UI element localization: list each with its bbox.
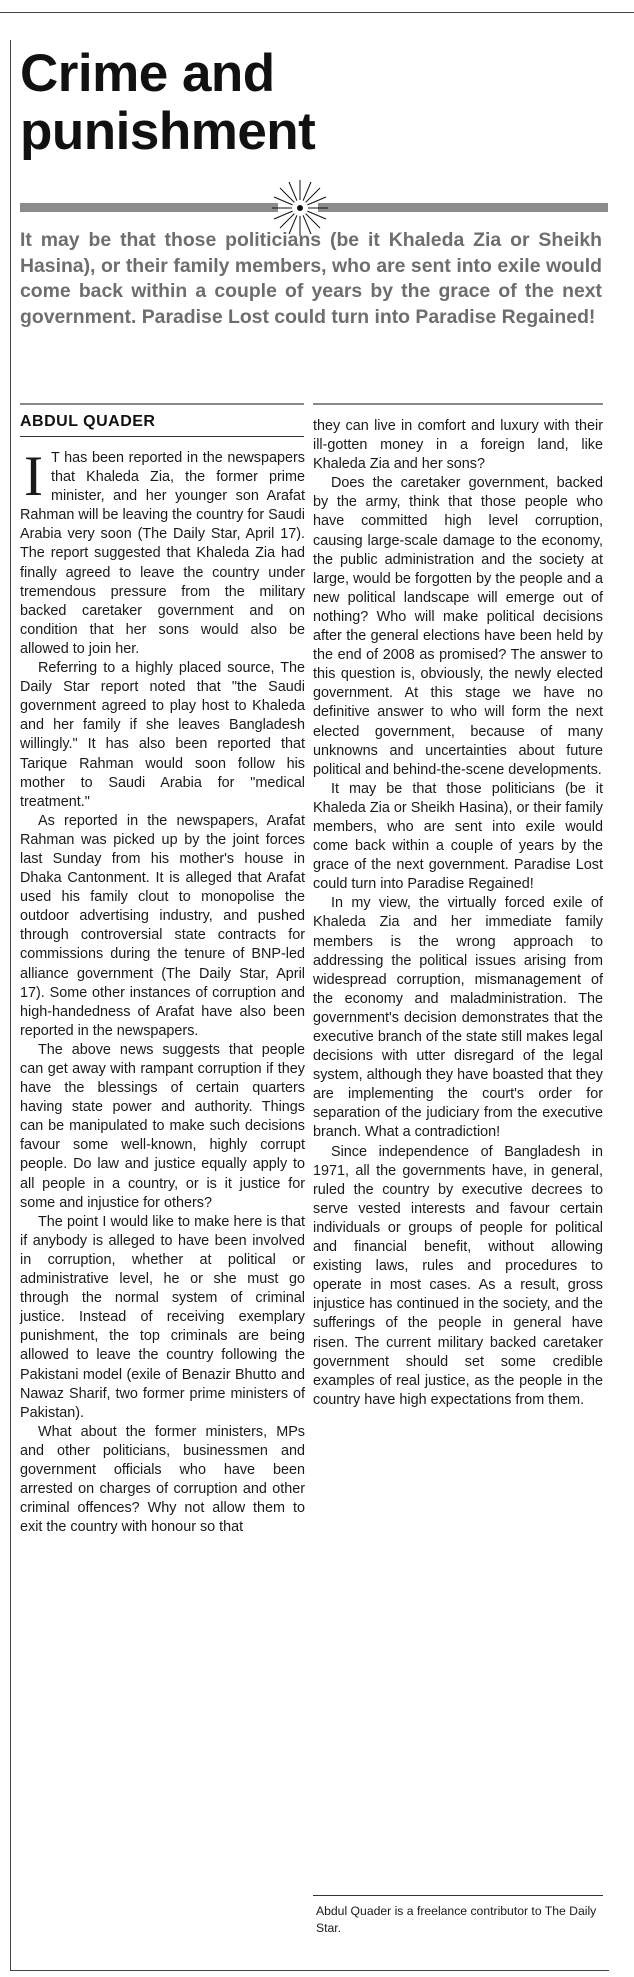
- article-column-left: [20, 445, 305, 1537]
- byline-rule-right: [313, 403, 603, 405]
- article-column-right: [313, 417, 603, 1410]
- paragraph: The above news suggests that people can get away with rampant corruption if they have the blessings of certain quarters having state power and authority. Things can be manipulated to make such decisions favour some well-known, highly corrupt people. Do law and justice equally apply to all people in a country, or is it justice for some and injustice for others?: [20, 1041, 305, 1211]
- drop-cap: I: [24, 445, 43, 508]
- title-divider-right: [318, 203, 608, 212]
- paragraph: Since independence of Bangladesh in 1971, all the governments have, in general, ruled the country by executive decrees to serve vested interests and favour certain individuals or groups of people for political and financial benefit, without allowing existing laws, rules and procedures to operate in most cases. As a result, gross injustice has continued in the society, and the sufferings of the people in general have risen. The current military backed caretaker government should set some credible examples of real justice, as the people in the country have high expectations from them.: [313, 1143, 603, 1408]
- paragraph: [20, 445, 305, 659]
- top-rule: [0, 12, 634, 13]
- paragraph-text: T has been reported in the newspapers that Khaleda Zia, the former prime minister, and her younger son Arafat Rahman will be leaving the country for Saudi Arabia very soon (The Daily Star, April 17). The report suggested that Khaleda Zia had finally agreed to leave the country under tremendous pressure from the military backed caretaker government and on condition that her sons would also be allowed to join her.: [20, 450, 305, 657]
- paragraph: What about the former ministers, MPs and other politicians, businessmen and government officials who have been arrested on charges of corruption and other criminal offences? Why not allow them to exit the country with honour so that: [20, 1423, 305, 1536]
- paragraph: As reported in the newspapers, Arafat Rahman was picked up by the joint forces last Sunday from his mother's house in Dhaka Cantonment. It is alleged that Arafat used his family clout to monopolise the outdoor advertising industry, and pushed through controversial state contracts for commissions during the tenure of BNP-led alliance government (The Daily Star, April 17). Some other instances of corruption and high-handedness of Arafat have also been reported in the newspapers.: [20, 812, 305, 1039]
- paragraph: In my view, the virtually forced exile of Khaleda Zia and her immediate family members is the wrong approach to addressing the political issues arising from widespread corruption, mismanagement of the economy and maladministration. The government's decision demonstrates that the executive branch of the state still makes legal decisions with utter disregard of the legal system, although they have boasted that they are implementing the court's order for separation of the judiciary from the executive branch. What a contradiction!: [313, 895, 603, 1141]
- article-title: [20, 45, 315, 161]
- paragraph: The point I would like to make here is that if anybody is alleged to have been involved in corruption, whether at political or administrative level, he or she must go through the normal system of criminal justice. Instead of receiving exemplary punishment, the top criminals are being allowed to leave the country following the Pakistani model (exile of Benazir Bhutto and Nawaz Sharif, two former prime ministers of Pakistan).: [20, 1213, 305, 1421]
- byline-rule-left: [20, 403, 304, 405]
- paragraph: Referring to a highly placed source, The Daily Star report noted that "the Saudi government agreed to play host to Khaleda and her family if she leaves Bangladesh willingly." It has also been reported that Tarique Rahman would soon follow his mother to Saudi Arabia for "medical treatment.": [20, 660, 305, 810]
- article-intro: It may be that those politicians (be it Khaleda Zia or Sheikh Hasina), or their family members, who are sent into exile would come back within a couple of years by the grace of the next government. Paradise Lost could turn into Paradise Regained!: [20, 229, 602, 328]
- author-footnote: Abdul Quader is a freelance contributor to The Daily Star.: [316, 1904, 597, 1935]
- article-title-line-1: Crime and: [20, 44, 275, 103]
- title-divider-left: [20, 203, 278, 212]
- byline-underline: [20, 436, 304, 437]
- paragraph: they can live in comfort and luxury with their ill-gotten money in a foreign land, like Khaleda Zia and her sons?: [313, 418, 603, 473]
- author-byline: ABDUL QUADER: [20, 413, 156, 430]
- footnote-rule: [313, 1895, 603, 1896]
- paragraph: It may be that those politicians (be it Khaleda Zia or Sheikh Hasina), or their family members, who are sent into exile would come back within a couple of years by the grace of the next government. Paradise Lost could turn into Paradise Regained!: [313, 780, 603, 893]
- article-title-line-2: punishment: [20, 102, 316, 161]
- paragraph: Does the caretaker government, backed by the army, think that those people who have committed high level corruption, causing large-scale damage to the economy, the public administration and the society at large, would be forgotten by the people and a new political landscape will emerge out of nothing? Who will make political decisions after the general elections have been held by the end of 2008 as promised? The answer to this question is, obviously, the newly elected government. At this stage we have no definitive answer to who will form the next elected government, because of many unknowns and uncertainties about future political and behind-the-scene developments.: [313, 475, 603, 778]
